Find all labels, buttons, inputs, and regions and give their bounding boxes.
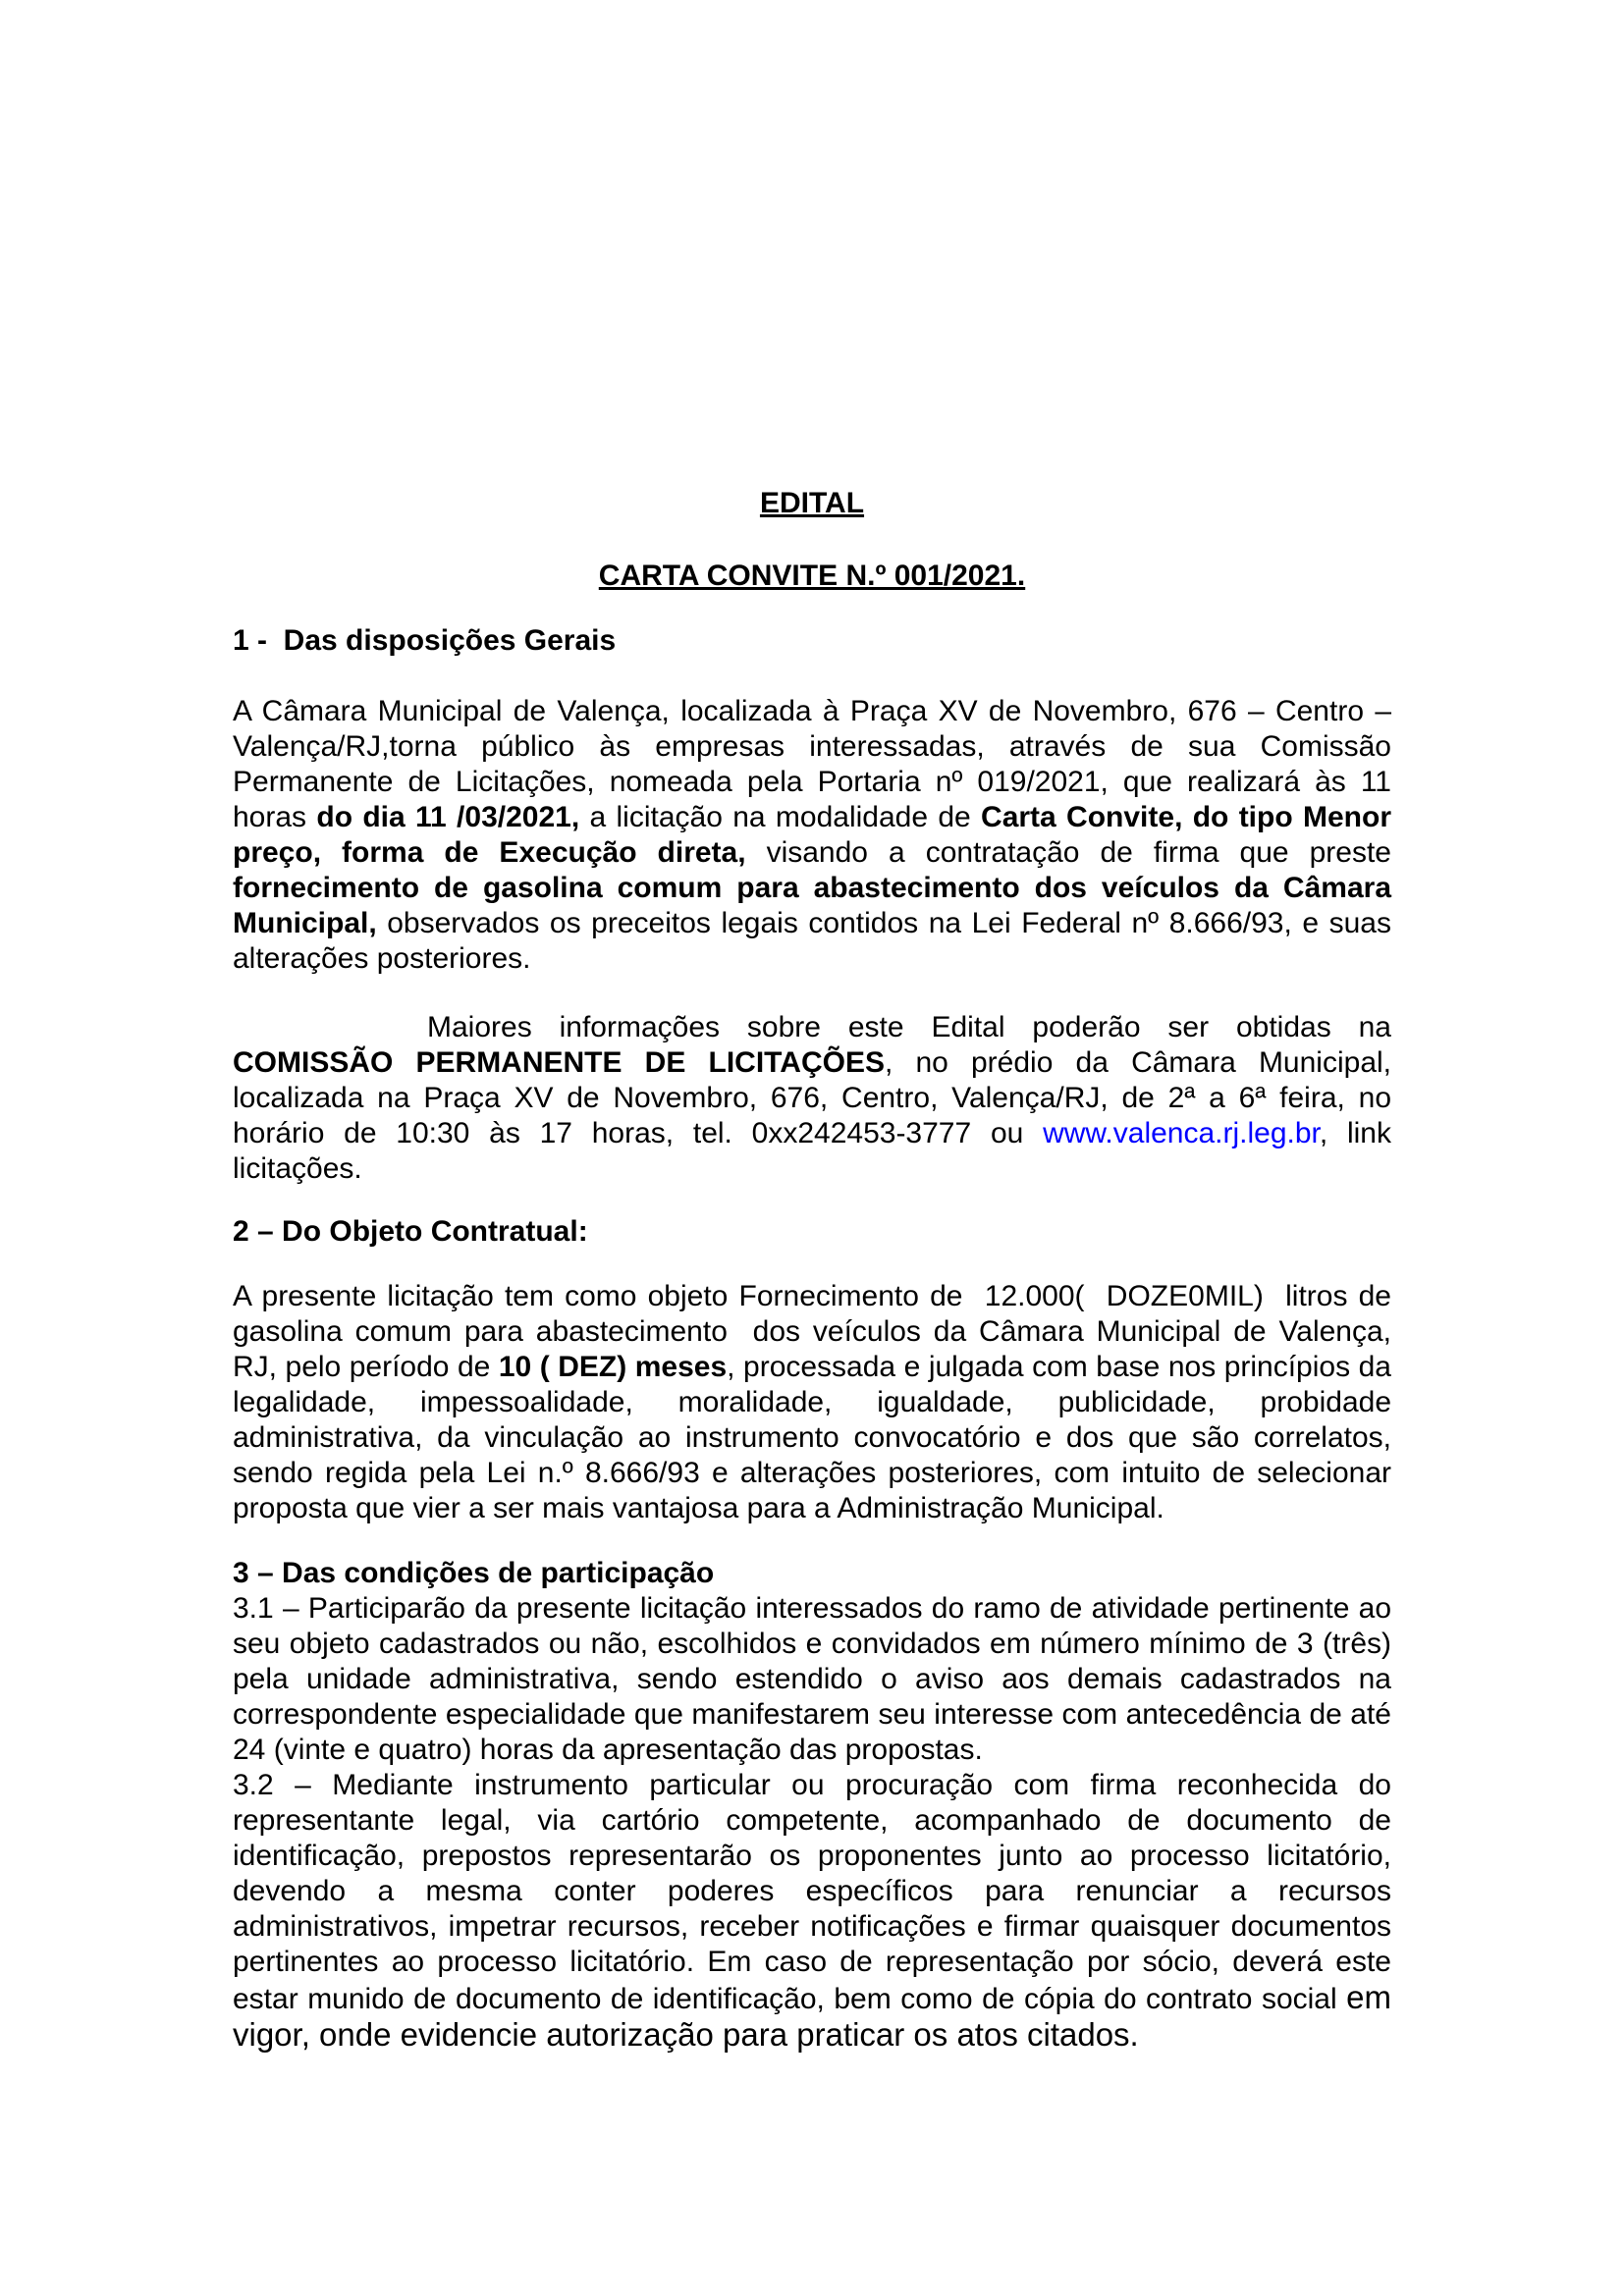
bold-run-date: do dia 11 /03/2021,: [316, 801, 580, 833]
section-1-heading: [233, 623, 1391, 659]
document-title-text: EDITAL: [759, 487, 865, 519]
section-3-block: [233, 1556, 1391, 2055]
text-run: , processada e julgada com base nos princípios da legalidade, impessoalidade, moralidade, igualdade, publicidade, probidade administrativa, da vinculação ao instrumento convocatório e dos que são correlatos, sendo regida pela Lei n.º 8.666/93 e alterações posteriores, com intuito de selecionar proposta que vier a ser mais vantajosa para a Administração Municipal.: [233, 1351, 1391, 1524]
text-run: 3.2 – Mediante instrumento particular ou procuração com firma reconhecida do representante legal, via cartório competente, acompanhado de documento de identificação, prepostos representarão os proponentes junto ao processo licitatório, devendo a mesma conter poderes específicos para renunciar a recursos administrativos, impetrar recursos, receber notificações e firmar quaisquer documentos pertinentes ao processo licitatório. Em caso de representação por sócio, deverá este estar munido de documento de identificação, bem como de cópia do contrato social: [233, 1769, 1391, 2015]
text-run: , link licitações.: [233, 1117, 1391, 1185]
paragraph-3-2: [233, 1768, 1391, 2055]
section-2-heading: [233, 1214, 1391, 1250]
text-run: a licitação na modalidade de: [579, 801, 982, 833]
bold-underlined-comma: ,: [368, 907, 377, 939]
bold-run-commission: COMISSÃO PERMANENTE DE LICITAÇÕES: [233, 1046, 885, 1079]
section-1-heading-text: 1 - Das disposições Gerais: [233, 624, 617, 657]
paragraph-contract-object: [233, 1279, 1391, 1526]
text-run: A Câmara Municipal de Valença, localizada à Praça XV de Novembro, 676 – Centro – Valença/RJ,torna público às empresas interessadas, através de sua Comissão Permanente de Licitações, nomeada pela Portaria nº 019/2021, que realizará às 11 horas: [233, 695, 1391, 833]
document-title: [233, 486, 1391, 521]
section-2-heading-text: 2 – Do Objeto Contratual:: [233, 1215, 588, 1248]
document-subtitle-text: CARTA CONVITE N.º 001/2021.: [598, 560, 1026, 592]
document-subtitle: [233, 559, 1391, 594]
bold-run-period: 10 ( DEZ) meses: [498, 1351, 728, 1383]
text-run-last-line: em vigor, onde evidencie autorização para praticar os atos citados.: [233, 1979, 1391, 2053]
section-3-heading-text: 3 – Das condições de participação: [233, 1557, 715, 1589]
website-link[interactable]: www.valenca.rj.leg.br: [1043, 1117, 1320, 1149]
text-run: A presente licitação tem como objeto Fornecimento de 12.000( DOZE0MIL) litros de gasolina comum para abastecimento dos veículos da Câmara Municipal de Valença, RJ, pelo período de: [233, 1280, 1391, 1383]
text-run: , no prédio da Câmara Municipal, localizada na Praça XV de Novembro, 676, Centro, Valença/RJ, de 2ª a 6ª feira, no horário de 10:30 às 17 horas, tel. 0xx242453-3777 ou: [233, 1046, 1391, 1149]
section-3-heading: [233, 1556, 1391, 1591]
text-run: observados os preceitos legais contidos na Lei Federal nº 8.666/93, e suas alterações posteriores.: [233, 907, 1391, 975]
bold-run-object: fornecimento de gasolina comum para abastecimento dos veículos da Câmara Municipal: [233, 872, 1391, 939]
bold-run-modality: Carta Convite, do tipo Menor preço, forma de Execução direta,: [233, 801, 1391, 869]
text-run: 3.1 – Participarão da presente licitação interessados do ramo de atividade pertinente ao seu objeto cadastrados ou não, escolhidos e convidados em número mínimo de 3 (três) pela unidade administrativa, sendo estendido o aviso aos demais cadastrados na correspondente especialidade que manifestarem seu interesse com antecedência de até 24 (vinte e quatro) horas da apresentação das propostas.: [233, 1592, 1391, 1766]
text-run: Maiores informações sobre este Edital poderão ser obtidas na: [427, 1011, 1391, 1043]
text-run: visando a contratação de firma que preste: [745, 836, 1391, 869]
paragraph-general-provisions: [233, 694, 1391, 977]
paragraph-3-1: [233, 1591, 1391, 1768]
paragraph-more-information: [233, 1010, 1391, 1187]
